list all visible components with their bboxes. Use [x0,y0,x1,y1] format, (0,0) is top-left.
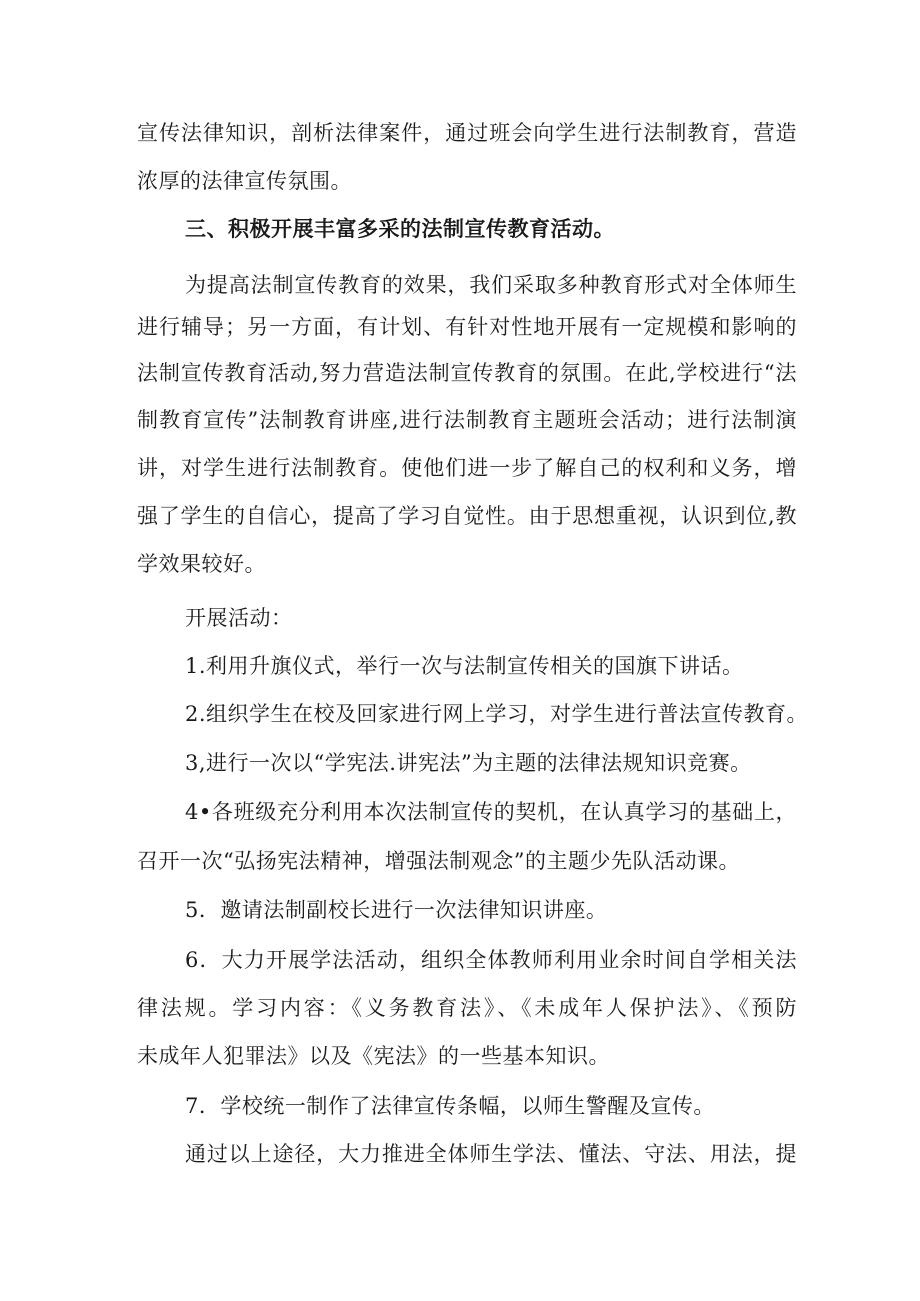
list-item-continued: 律法规。学习内容：《义务教育法》、《未成年人保护法》、《预防 [137,996,797,1020]
list-intro: 开展活动： [185,606,293,630]
paragraph-line: 进行辅导；另一方面，有计划、有针对性地开展有一定规模和影响的 [137,315,797,339]
paragraph-line: 学效果较好。 [137,552,266,576]
list-item-continued: 未成年人犯罪法》以及《宪法》的一些基本知识。 [137,1044,610,1068]
paragraph-line: 为提高法制宣传教育的效果，我们采取多种教育形式对全体师生 [185,273,797,297]
paragraph-line: 宣传法律知识，剖析法律案件，通过班会向学生进行法制教育，营造 [137,121,797,145]
list-item: 6．大力开展学法活动，组织全体教师利用业余时间自学相关法 [185,948,797,972]
paragraph-line: 制教育宣传”法制教育讲座,进行法制教育主题班会活动；进行法制演 [137,408,797,432]
paragraph-line: 讲，对学生进行法制教育。使他们进一步了解自己的权利和义务，增 [137,456,797,480]
paragraph-line: 法制宣传教育活动,努力营造法制宣传教育的氛围。在此,学校进行“法 [137,361,797,385]
paragraph-line: 强了学生的自信心，提高了学习自觉性。由于思想重视，认识到位,教 [137,504,797,528]
list-item-continued: 召开一次“弘扬宪法精神，增强法制观念”的主题少先队活动课。 [137,849,740,873]
section-heading: 三、积极开展丰富多采的法制宣传教育活动。 [185,217,615,241]
list-item: 1.利用升旗仪式，举行一次与法制宣传相关的国旗下讲话。 [185,654,744,678]
list-item: 5．邀请法制副校长进行一次法律知识讲座。 [185,898,608,922]
list-item: 7．学校统一制作了法律宣传条幅，以师生警醒及宣传。 [185,1094,715,1118]
list-item: 2.组织学生在校及回家进行网上学习，对学生进行普法宣传教育。 [185,702,809,726]
paragraph-line: 浓厚的法律宣传氛围。 [137,169,352,193]
list-item: 3,进行一次以“学宪法.讲宪法”为主题的法律法规知识竞赛。 [185,751,752,775]
list-item: 4•各班级充分利用本次法制宣传的契机，在认真学习的基础上， [185,800,797,824]
paragraph-line: 通过以上途径，大力推进全体师生学法、懂法、守法、用法，提 [185,1142,797,1166]
